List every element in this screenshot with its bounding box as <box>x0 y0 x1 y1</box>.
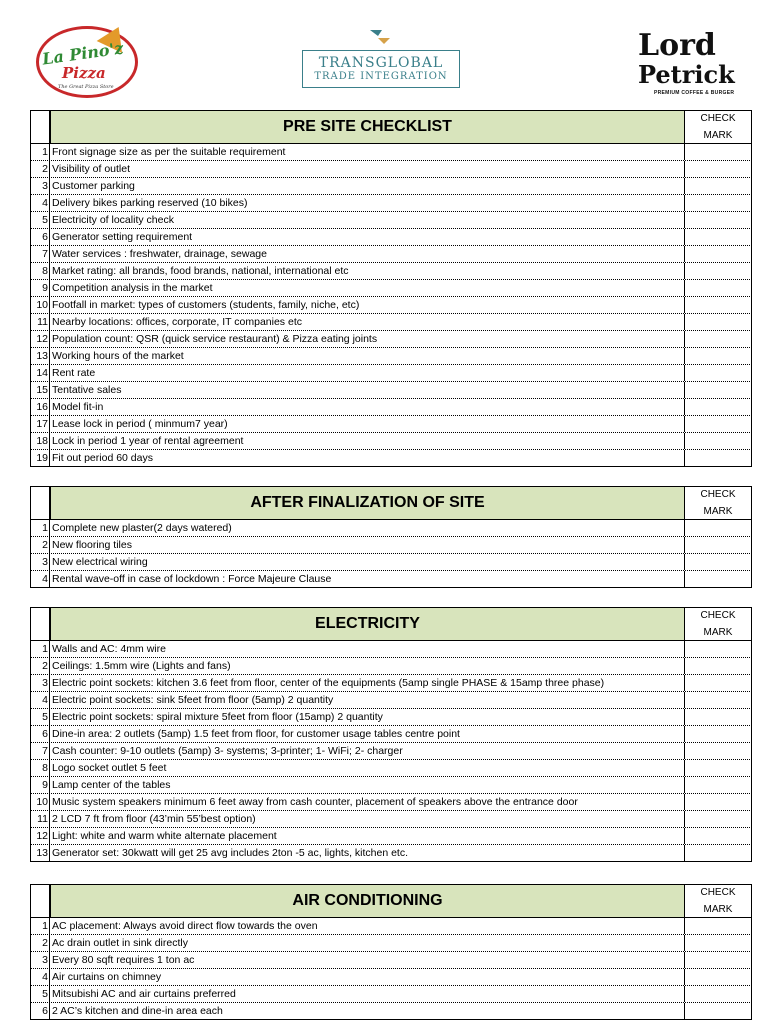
la-pinoz-pizza-logo <box>32 22 144 102</box>
checklist-row <box>30 952 752 969</box>
item-number: 2 <box>31 161 50 177</box>
checklist-row <box>30 246 752 263</box>
item-number: 2 <box>31 658 50 674</box>
logo-text-line2: Petrick <box>638 60 735 89</box>
checklist-row <box>30 845 752 862</box>
check-mark-cell[interactable] <box>685 1003 751 1019</box>
check-mark-cell[interactable] <box>685 161 751 177</box>
item-number: 1 <box>31 918 50 934</box>
item-text: 2 LCD 7 ft from floor (43’min 55’best option) <box>50 811 685 827</box>
item-text: Electric point sockets: spiral mixture 5feet from floor (15amp) 2 quantity <box>50 709 685 725</box>
transglobal-box <box>302 50 460 88</box>
item-number: 18 <box>31 433 50 449</box>
checklist-row <box>30 229 752 246</box>
item-text: Rent rate <box>50 365 685 381</box>
check-mark-cell[interactable] <box>685 709 751 725</box>
section-header <box>30 110 752 144</box>
item-number: 15 <box>31 382 50 398</box>
check-mark-cell[interactable] <box>685 537 751 553</box>
item-text: Tentative sales <box>50 382 685 398</box>
item-number: 5 <box>31 986 50 1002</box>
check-mark-cell[interactable] <box>685 297 751 313</box>
check-mark-cell[interactable] <box>685 641 751 657</box>
section-title: ELECTRICITY <box>50 608 685 640</box>
item-number: 6 <box>31 229 50 245</box>
item-text: Every 80 sqft requires 1 ton ac <box>50 952 685 968</box>
item-number: 4 <box>31 195 50 211</box>
checklist-row <box>30 726 752 743</box>
item-text: Customer parking <box>50 178 685 194</box>
checklist-row <box>30 537 752 554</box>
section-header <box>30 884 752 918</box>
check-mark-cell[interactable] <box>685 433 751 449</box>
section-air-conditioning <box>30 884 752 1020</box>
check-mark-cell[interactable] <box>685 263 751 279</box>
check-mark-header <box>685 608 751 640</box>
section-title: PRE SITE CHECKLIST <box>50 111 685 143</box>
checklist-row <box>30 658 752 675</box>
check-mark-header <box>685 111 751 143</box>
item-text: Fit out period 60 days <box>50 450 685 466</box>
item-text: Electric point sockets: kitchen 3.6 feet from floor, center of the equipments (5amp single PHASE & 15amp three phase) <box>50 675 685 691</box>
checklist-row <box>30 450 752 467</box>
item-number: 5 <box>31 212 50 228</box>
item-text: Footfall in market: types of customers (students, family, niche, etc) <box>50 297 685 313</box>
item-number: 8 <box>31 263 50 279</box>
item-text: Population count: QSR (quick service restaurant) & Pizza eating joints <box>50 331 685 347</box>
transglobal-name: TRANSGLOBAL <box>318 55 444 71</box>
checklist-row <box>30 935 752 952</box>
item-number: 16 <box>31 399 50 415</box>
item-number: 4 <box>31 969 50 985</box>
checklist-row <box>30 212 752 229</box>
check-mark-cell[interactable] <box>685 777 751 793</box>
check-mark-label-line2: MARK <box>703 130 733 141</box>
check-mark-header <box>685 487 751 519</box>
item-number: 12 <box>31 828 50 844</box>
checklist-row <box>30 144 752 161</box>
item-text: Lease lock in period ( minmum7 year) <box>50 416 685 432</box>
item-number: 13 <box>31 348 50 364</box>
checklist-row <box>30 743 752 760</box>
item-number: 1 <box>31 520 50 536</box>
check-mark-cell[interactable] <box>685 986 751 1002</box>
checklist-row <box>30 760 752 777</box>
check-mark-label-line2: MARK <box>703 506 733 517</box>
item-text: Dine-in area: 2 outlets (5amp) 1.5 feet from floor, for customer usage tables centre point <box>50 726 685 742</box>
checklist-row <box>30 520 752 537</box>
item-number: 7 <box>31 743 50 759</box>
checklist-row <box>30 348 752 365</box>
item-text: Front signage size as per the suitable requirement <box>50 144 685 160</box>
item-number: 9 <box>31 280 50 296</box>
checklist-row <box>30 675 752 692</box>
item-text: Walls and AC: 4mm wire <box>50 641 685 657</box>
item-number: 6 <box>31 1003 50 1019</box>
check-mark-label-line2: MARK <box>703 904 733 915</box>
checklist-row <box>30 794 752 811</box>
checklist-row <box>30 416 752 433</box>
item-text: Generator setting requirement <box>50 229 685 245</box>
checklist-row <box>30 263 752 280</box>
check-mark-label-line2: MARK <box>703 627 733 638</box>
check-mark-cell[interactable] <box>685 365 751 381</box>
item-text: Ac drain outlet in sink directly <box>50 935 685 951</box>
item-text: 2 AC’s kitchen and dine-in area each <box>50 1003 685 1019</box>
section-electricity <box>30 607 752 862</box>
item-text: Mitsubishi AC and air curtains preferred <box>50 986 685 1002</box>
item-number: 3 <box>31 675 50 691</box>
item-number: 11 <box>31 314 50 330</box>
number-column-header <box>31 487 50 519</box>
check-mark-cell[interactable] <box>685 658 751 674</box>
item-number: 11 <box>31 811 50 827</box>
number-column-header <box>31 885 50 917</box>
section-header <box>30 486 752 520</box>
checklist-row <box>30 811 752 828</box>
item-text: Generator set: 30kwatt will get 25 avg includes 2ton -5 ac, lights, kitchen etc. <box>50 845 685 861</box>
checklist-row <box>30 178 752 195</box>
item-number: 4 <box>31 692 50 708</box>
item-text: Water services : freshwater, drainage, sewage <box>50 246 685 262</box>
check-mark-cell[interactable] <box>685 314 751 330</box>
item-number: 5 <box>31 709 50 725</box>
checklist-row <box>30 828 752 845</box>
logo-text-line2: Pizza <box>62 64 106 82</box>
checklist-row <box>30 382 752 399</box>
check-mark-cell[interactable] <box>685 195 751 211</box>
checklist-row <box>30 986 752 1003</box>
item-number: 2 <box>31 537 50 553</box>
item-text: New flooring tiles <box>50 537 685 553</box>
check-mark-cell[interactable] <box>685 416 751 432</box>
check-mark-cell[interactable] <box>685 918 751 934</box>
check-mark-cell[interactable] <box>685 675 751 691</box>
item-number: 3 <box>31 178 50 194</box>
item-number: 12 <box>31 331 50 347</box>
section-title: AFTER FINALIZATION OF SITE <box>50 487 685 519</box>
number-column-header <box>31 111 50 143</box>
item-number: 9 <box>31 777 50 793</box>
item-number: 2 <box>31 935 50 951</box>
item-text: Electricity of locality check <box>50 212 685 228</box>
item-number: 4 <box>31 571 50 587</box>
item-text: Complete new plaster(2 days watered) <box>50 520 685 536</box>
checklist-row <box>30 195 752 212</box>
item-text: Cash counter: 9-10 outlets (5amp) 3- systems; 3-printer; 1- WiFi; 2- charger <box>50 743 685 759</box>
check-mark-cell[interactable] <box>685 760 751 776</box>
item-number: 10 <box>31 297 50 313</box>
item-text: Competition analysis in the market <box>50 280 685 296</box>
check-mark-header <box>685 885 751 917</box>
checklist-row <box>30 433 752 450</box>
item-text: Logo socket outlet 5 feet <box>50 760 685 776</box>
check-mark-cell[interactable] <box>685 450 751 466</box>
check-mark-cell[interactable] <box>685 399 751 415</box>
item-number: 1 <box>31 144 50 160</box>
checklist-row <box>30 399 752 416</box>
item-number: 3 <box>31 554 50 570</box>
check-mark-cell[interactable] <box>685 845 751 861</box>
check-mark-cell[interactable] <box>685 692 751 708</box>
item-number: 7 <box>31 246 50 262</box>
item-text: Working hours of the market <box>50 348 685 364</box>
item-text: Rental wave-off in case of lockdown : Force Majeure Clause <box>50 571 685 587</box>
logo-tagline: The Great Pizza Store <box>58 84 114 90</box>
transglobal-mark-icon <box>366 28 392 46</box>
checklist-row <box>30 297 752 314</box>
checklist-row <box>30 777 752 794</box>
check-mark-cell[interactable] <box>685 794 751 810</box>
item-text: Nearby locations: offices, corporate, IT companies etc <box>50 314 685 330</box>
item-text: Market rating: all brands, food brands, national, international etc <box>50 263 685 279</box>
item-text: Lock in period 1 year of rental agreement <box>50 433 685 449</box>
check-mark-label-line1: CHECK <box>700 887 736 898</box>
check-mark-cell[interactable] <box>685 969 751 985</box>
item-text: Delivery bikes parking reserved (10 bikes) <box>50 195 685 211</box>
section-after-finalization <box>30 486 752 588</box>
item-number: 1 <box>31 641 50 657</box>
item-number: 8 <box>31 760 50 776</box>
item-number: 13 <box>31 845 50 861</box>
checklist-row <box>30 571 752 588</box>
checklist-row <box>30 918 752 935</box>
check-mark-cell[interactable] <box>685 952 751 968</box>
checklist-row <box>30 692 752 709</box>
check-mark-cell[interactable] <box>685 520 751 536</box>
check-mark-cell[interactable] <box>685 178 751 194</box>
check-mark-cell[interactable] <box>685 212 751 228</box>
logo-tagline: PREMIUM COFFEE & BURGER <box>654 90 735 96</box>
check-mark-cell[interactable] <box>685 331 751 347</box>
check-mark-cell[interactable] <box>685 348 751 364</box>
section-title: AIR CONDITIONING <box>50 885 685 917</box>
section-header <box>30 607 752 641</box>
check-mark-cell[interactable] <box>685 382 751 398</box>
check-mark-cell[interactable] <box>685 246 751 262</box>
item-number: 14 <box>31 365 50 381</box>
item-text: Ceilings: 1.5mm wire (Lights and fans) <box>50 658 685 674</box>
checklist-row <box>30 365 752 382</box>
item-number: 19 <box>31 450 50 466</box>
transglobal-subtitle: TRADE INTEGRATION <box>314 71 448 82</box>
item-text: Electric point sockets: sink 5feet from floor (5amp) 2 quantity <box>50 692 685 708</box>
item-text: Model fit-in <box>50 399 685 415</box>
checklist-row <box>30 331 752 348</box>
item-text: AC placement: Always avoid direct flow towards the oven <box>50 918 685 934</box>
item-number: 10 <box>31 794 50 810</box>
item-number: 3 <box>31 952 50 968</box>
check-mark-cell[interactable] <box>685 280 751 296</box>
item-number: 6 <box>31 726 50 742</box>
item-text: New electrical wiring <box>50 554 685 570</box>
item-text: Visibility of outlet <box>50 161 685 177</box>
check-mark-cell[interactable] <box>685 743 751 759</box>
lord-petrick-logo <box>636 30 746 100</box>
item-text: Music system speakers minimum 6 feet away from cash counter, placement of speakers above the entrance door <box>50 794 685 810</box>
check-mark-cell[interactable] <box>685 229 751 245</box>
item-number: 17 <box>31 416 50 432</box>
check-mark-cell[interactable] <box>685 935 751 951</box>
check-mark-cell[interactable] <box>685 726 751 742</box>
checklist-row <box>30 554 752 571</box>
item-text: Light: white and warm white alternate placement <box>50 828 685 844</box>
checklist-row <box>30 280 752 297</box>
check-mark-label-line1: CHECK <box>700 489 736 500</box>
check-mark-cell[interactable] <box>685 828 751 844</box>
logo-text-line1: La Pino'z <box>41 38 125 69</box>
checklist-row <box>30 161 752 178</box>
check-mark-cell[interactable] <box>685 811 751 827</box>
checklist-row <box>30 709 752 726</box>
logo-text-line1: Lord <box>638 28 716 63</box>
check-mark-cell[interactable] <box>685 554 751 570</box>
check-mark-label-line1: CHECK <box>700 610 736 621</box>
transglobal-logo <box>296 28 464 98</box>
checklist-row <box>30 314 752 331</box>
check-mark-label-line1: CHECK <box>700 113 736 124</box>
item-text: Lamp center of the tables <box>50 777 685 793</box>
checklist-row <box>30 1003 752 1020</box>
check-mark-cell[interactable] <box>685 144 751 160</box>
checklist-row <box>30 641 752 658</box>
check-mark-cell[interactable] <box>685 571 751 587</box>
item-text: Air curtains on chimney <box>50 969 685 985</box>
section-pre-site-checklist <box>30 110 752 467</box>
checklist-row <box>30 969 752 986</box>
number-column-header <box>31 608 50 640</box>
